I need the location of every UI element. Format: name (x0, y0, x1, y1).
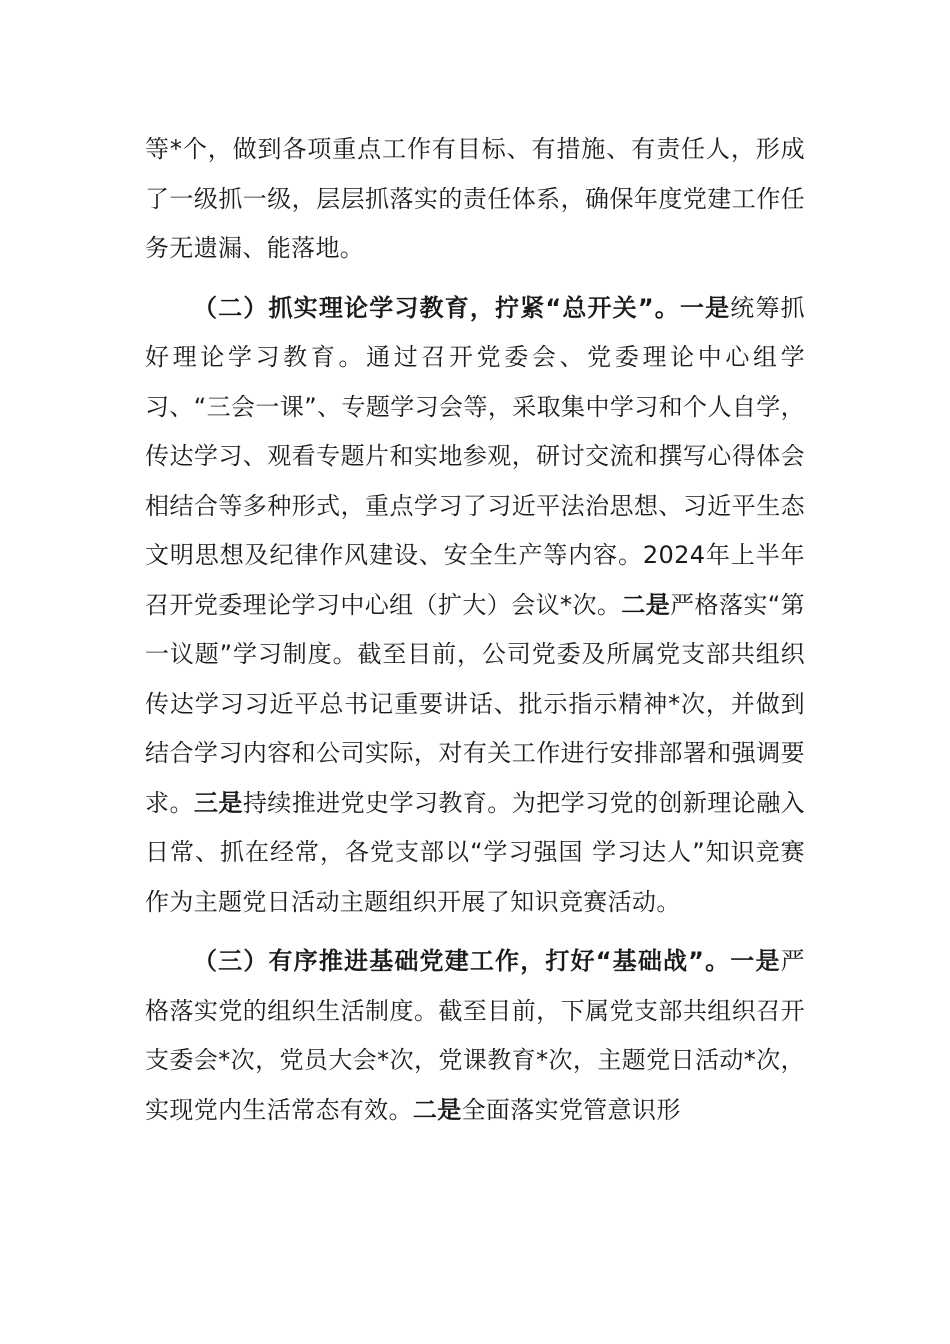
point-marker: 一是 (730, 947, 781, 975)
document-body (145, 125, 805, 1135)
point-marker: 二是 (412, 1095, 462, 1124)
text-run: 严格落实“第一议题”学习制度。截至目前，公司党委及所属党支部共组织传达学习习近平总书记重要讲话、批示指示精神*次，并做到结合学习内容和公司实际，对有关工作进行安排部署和强调要求。 (145, 590, 805, 817)
point-marker: 一是 (679, 293, 731, 322)
section-heading: （三）有序推进基础党建工作，打好“基础战”。 (193, 947, 731, 975)
text-run: 等*个，做到各项重点工作有目标、有措施、有责任人，形成了一级抓一级，层层抓落实的责任体系，确保年度党建工作任务无遗漏、能落地。 (145, 135, 805, 262)
text-run: 持续推进党史学习教育。为把学习党的创新理论融入日常、抓在经常，各党支部以“学习强国 学习达人”知识竞赛作为主题党日活动主题组织开展了知识竞赛活动。 (145, 788, 806, 916)
text-run: 严格落实党的组织生活制度。截至目前，下属党支部共组织召开支委会*次，党员大会*次，党课教育*次，主题党日活动*次，实现党内生活常态有效。 (145, 947, 805, 1124)
point-marker: 三是 (193, 788, 243, 817)
paragraph-continuation (145, 125, 805, 274)
text-run: 统筹抓好理论学习教育。通过召开党委会、党委理论中心组学习、“三会一课”、专题学习会等，采取集中学习和个人自学，传达学习、观看专题片和实地参观，研讨交流和撰写心得体会相结合等多种形式，重点学习了习近平法治思想、习近平生态文明思想及纪律作风建设、安全生产等内容。2024年上半年召开党委理论学习中心组（扩大）会议*次。 (145, 293, 805, 619)
paragraph-section-2 (145, 284, 805, 928)
section-heading: （二）抓实理论学习教育，拧紧“总开关”。 (193, 293, 680, 322)
paragraph-section-3 (145, 937, 805, 1135)
text-run: 全面落实党管意识形 (461, 1095, 681, 1124)
point-marker: 二是 (621, 590, 671, 619)
